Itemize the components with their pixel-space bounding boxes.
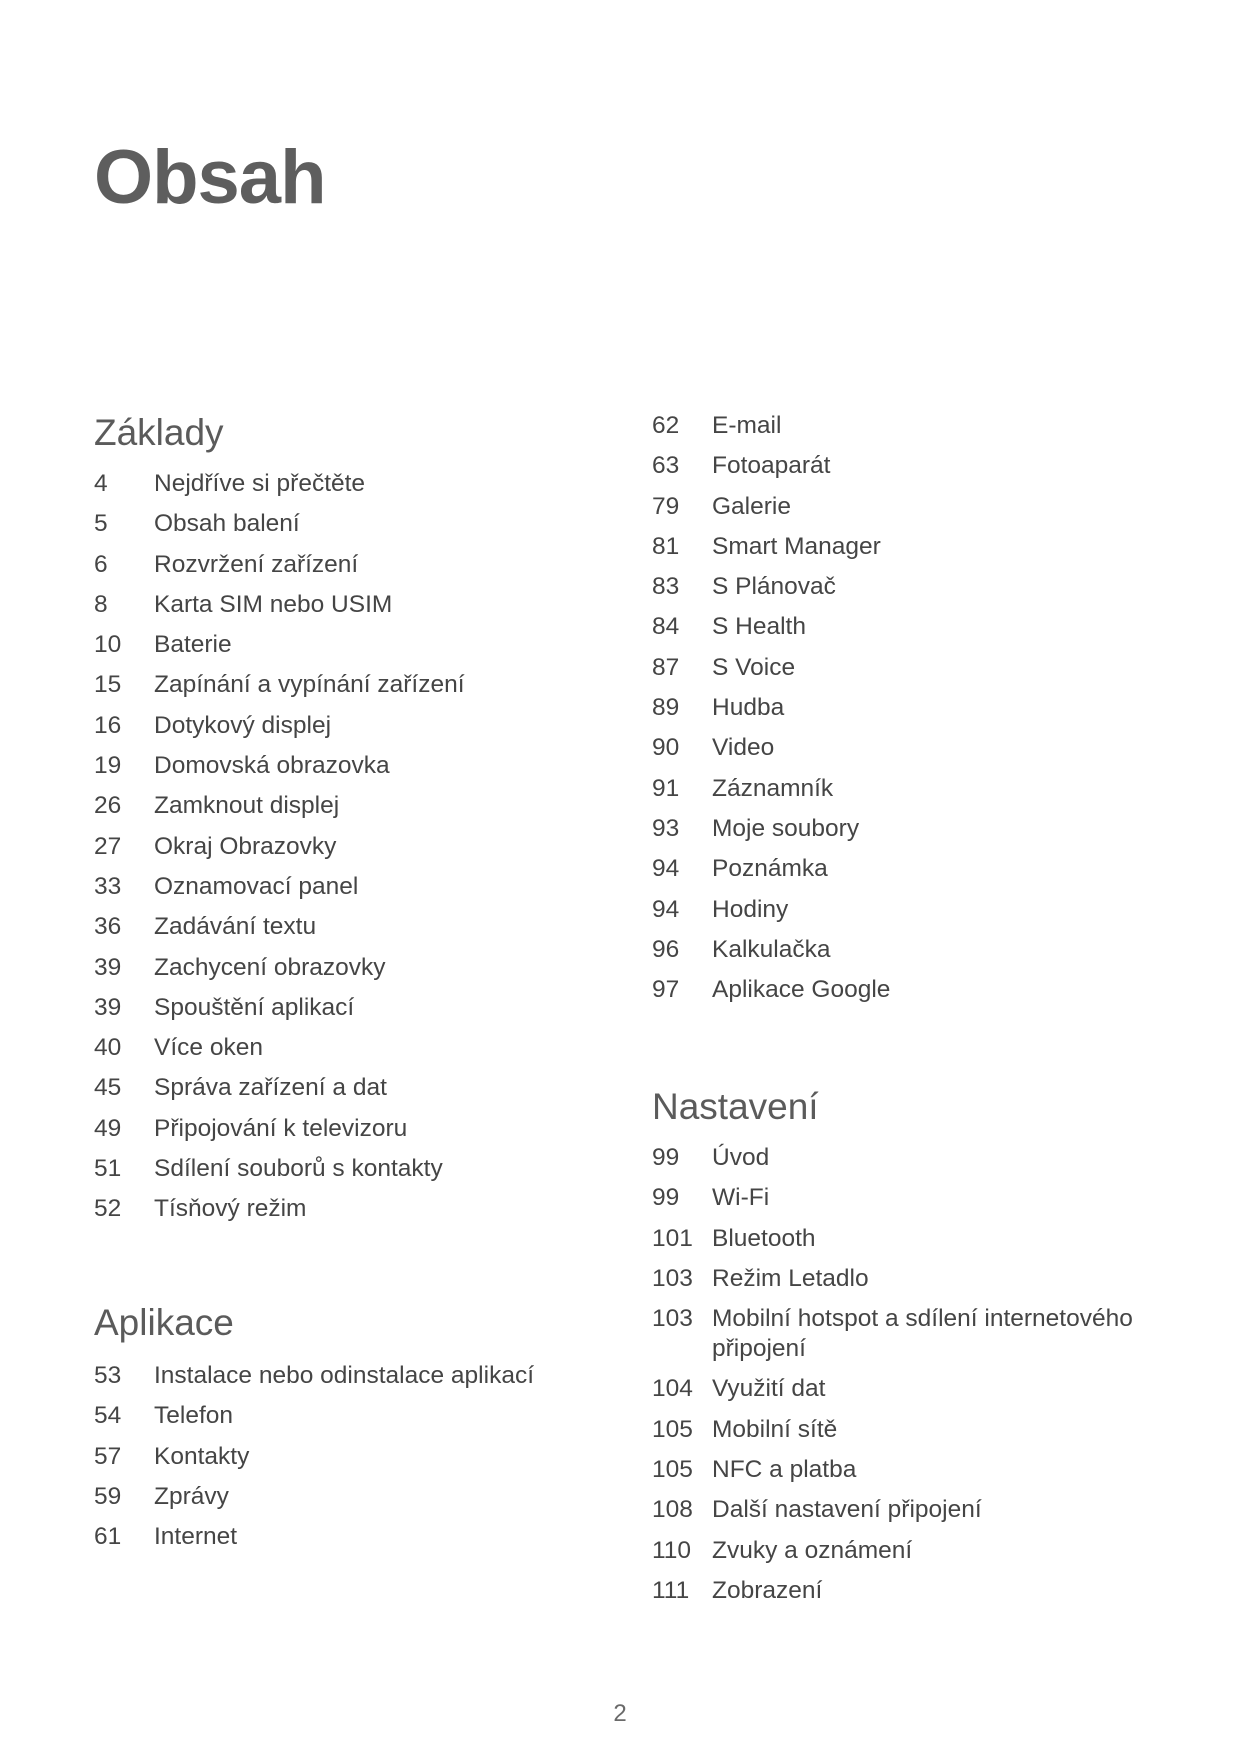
toc-entry[interactable] [652, 1304, 1172, 1364]
toc-entry-label: Úvod [712, 1144, 770, 1171]
toc-entry-label: Zadávání textu [154, 913, 317, 941]
toc-page-number: 8 [94, 590, 108, 618]
toc-entry[interactable] [94, 711, 614, 741]
toc-list-aplikace [94, 1361, 614, 1562]
toc-entry[interactable] [652, 1374, 1172, 1404]
toc-entry-label: Správa zařízení a dat [154, 1074, 387, 1102]
toc-entry-label: Hodiny [712, 895, 789, 923]
toc-page-number: 61 [94, 1523, 122, 1551]
toc-entry[interactable] [652, 975, 1172, 1005]
toc-entry-label: Zprávy [154, 1482, 229, 1510]
toc-entry[interactable] [652, 693, 1172, 723]
toc-entry-label: E-mail [712, 412, 782, 439]
toc-entry[interactable] [94, 1442, 614, 1472]
toc-entry[interactable] [94, 1033, 614, 1063]
toc-page-number: 108 [652, 1496, 693, 1524]
toc-entry-label: Nejdříve si přečtěte [154, 470, 366, 497]
toc-entry[interactable] [652, 1455, 1172, 1485]
toc-entry-label: Aplikace Google [712, 976, 891, 1004]
toc-entry[interactable] [652, 451, 1172, 481]
toc-page-number: 97 [652, 976, 680, 1004]
toc-entry[interactable] [652, 492, 1172, 522]
toc-entry[interactable] [652, 895, 1172, 925]
toc-entry[interactable] [94, 1154, 614, 1184]
toc-page-number: 94 [652, 855, 680, 883]
toc-entry-label: Dotykový displej [154, 711, 332, 739]
toc-page-number: 93 [652, 814, 680, 842]
toc-page-number: 27 [94, 832, 122, 860]
toc-entry[interactable] [652, 1576, 1172, 1606]
toc-list-nastaveni [652, 1143, 1172, 1616]
toc-entry[interactable] [652, 653, 1172, 683]
toc-page-number: 51 [94, 1155, 122, 1183]
page-title: Obsah [94, 135, 326, 220]
toc-entry-label: Galerie [712, 492, 791, 520]
toc-page-number: 81 [652, 532, 680, 560]
toc-entry-label: Připojování k televizoru [154, 1114, 408, 1142]
toc-entry[interactable] [652, 935, 1172, 965]
toc-entry[interactable] [94, 550, 614, 580]
toc-entry-label: Zachycení obrazovky [154, 953, 386, 981]
toc-entry[interactable] [94, 630, 614, 660]
toc-page-number: 4 [94, 470, 108, 497]
toc-page-number: 54 [94, 1402, 122, 1430]
toc-page-number: 62 [652, 412, 680, 439]
toc-entry[interactable] [94, 509, 614, 539]
toc-entry[interactable] [652, 854, 1172, 884]
toc-entry[interactable] [94, 469, 614, 499]
toc-entry-label: Mobilní sítě [712, 1415, 838, 1443]
toc-page-number: 105 [652, 1456, 693, 1484]
toc-list-zaklady [94, 469, 614, 1235]
toc-page-number: 111 [652, 1576, 690, 1604]
toc-page-number: 6 [94, 550, 108, 578]
toc-entry[interactable] [652, 411, 1172, 441]
toc-entry[interactable] [94, 1194, 614, 1224]
toc-entry-label: Záznamník [712, 774, 834, 802]
toc-entry-label: Poznámka [712, 855, 828, 883]
toc-page-number: 105 [652, 1415, 693, 1443]
toc-page-number: 57 [94, 1442, 122, 1470]
toc-entry-label: Obsah balení [154, 510, 300, 538]
toc-entry-label: Využití dat [712, 1375, 826, 1403]
toc-entry[interactable] [652, 774, 1172, 804]
toc-entry[interactable] [94, 872, 614, 902]
toc-entry-label: S Voice [712, 653, 796, 681]
toc-page-number: 84 [652, 613, 680, 641]
toc-page-number: 39 [94, 993, 122, 1021]
toc-entry-label: Domovská obrazovka [154, 752, 390, 780]
toc-entry-label: Video [712, 734, 775, 762]
toc-entry[interactable] [652, 1224, 1172, 1254]
toc-page-number: 90 [652, 734, 680, 762]
toc-page-number: 40 [94, 1034, 122, 1062]
toc-entry-label: Rozvržení zařízení [154, 550, 359, 578]
toc-entry[interactable] [652, 1143, 1172, 1173]
toc-entry-label: Mobilní hotspot a sdílení internetového připojení [712, 1305, 1133, 1363]
toc-page-number: 49 [94, 1114, 122, 1142]
toc-entry-label: Kontakty [154, 1442, 250, 1470]
toc-entry[interactable] [652, 1264, 1172, 1294]
toc-page-number: 52 [94, 1195, 122, 1223]
toc-entry-label: Zobrazení [712, 1576, 823, 1604]
toc-entry[interactable] [94, 751, 614, 781]
toc-entry[interactable] [94, 1522, 614, 1552]
toc-entry-label: Bluetooth [712, 1224, 816, 1252]
toc-page-number: 96 [652, 935, 680, 963]
toc-entry[interactable] [652, 733, 1172, 763]
toc-entry-label: Více oken [154, 1034, 263, 1062]
toc-entry-label: S Health [712, 613, 806, 641]
toc-entry-label: Baterie [154, 631, 232, 659]
toc-entry[interactable] [94, 912, 614, 942]
toc-entry[interactable] [94, 832, 614, 862]
toc-page-number: 91 [652, 774, 680, 802]
toc-entry[interactable] [652, 1495, 1172, 1525]
toc-entry[interactable] [94, 1114, 614, 1144]
section-heading-aplikace: Aplikace [94, 1302, 234, 1343]
toc-page-number: 94 [652, 895, 680, 923]
toc-page-number: 104 [652, 1375, 693, 1403]
toc-entry-label: Fotoaparát [712, 452, 831, 480]
toc-entry-label: Hudba [712, 694, 785, 722]
toc-page-number: 103 [652, 1264, 693, 1292]
toc-page-number: 19 [94, 752, 122, 780]
toc-page-number: 101 [652, 1224, 693, 1252]
toc-entry-label: Tísňový režim [154, 1195, 307, 1223]
toc-entry-label: Oznamovací panel [154, 872, 359, 900]
toc-entry-label: Karta SIM nebo USIM [154, 590, 393, 618]
toc-page-number: 99 [652, 1184, 680, 1212]
toc-page-number: 110 [652, 1536, 692, 1564]
toc-page-number: 59 [94, 1482, 122, 1510]
toc-entry[interactable] [652, 814, 1172, 844]
toc-entry-label: Zvuky a oznámení [712, 1536, 913, 1564]
toc-entry[interactable] [94, 1073, 614, 1103]
toc-entry[interactable] [94, 953, 614, 983]
toc-entry-label: Sdílení souborů s kontakty [154, 1155, 443, 1183]
toc-page-number: 103 [652, 1305, 693, 1333]
page-number: 2 [613, 1700, 627, 1727]
toc-entry[interactable] [652, 572, 1172, 602]
toc-entry-label: S Plánovač [712, 573, 836, 601]
toc-entry-label: Moje soubory [712, 814, 860, 842]
toc-page-number: 53 [94, 1362, 122, 1389]
toc-entry[interactable] [652, 532, 1172, 562]
toc-entry[interactable] [94, 670, 614, 700]
toc-entry[interactable] [652, 1183, 1172, 1213]
toc-entry-label: Zamknout displej [154, 792, 340, 820]
toc-entry-label: Spouštění aplikací [154, 993, 355, 1021]
toc-entry-label: Zapínání a vypínání zařízení [154, 671, 465, 699]
toc-page-number: 15 [94, 671, 122, 699]
toc-entry-label: Wi-Fi [712, 1184, 770, 1212]
toc-entry[interactable] [94, 993, 614, 1023]
section-heading-nastaveni: Nastavení [652, 1086, 819, 1127]
toc-page-number: 45 [94, 1074, 122, 1102]
toc-entry[interactable] [652, 1536, 1172, 1566]
toc-page-number: 63 [652, 452, 680, 480]
toc-entry-label: Okraj Obrazovky [154, 832, 337, 860]
toc-page-number: 89 [652, 694, 680, 722]
toc-entry[interactable] [652, 1415, 1172, 1445]
toc-entry-label: Smart Manager [712, 532, 881, 560]
toc-entry-label: Režim Letadlo [712, 1264, 869, 1292]
toc-page-number: 36 [94, 913, 122, 941]
toc-entry-label: Instalace nebo odinstalace aplikací [154, 1362, 535, 1389]
toc-page-number: 83 [652, 573, 680, 601]
toc-page-number: 26 [94, 792, 122, 820]
toc-page-number: 79 [652, 492, 680, 520]
toc-page-number: 87 [652, 653, 680, 681]
toc-entry-label: Kalkulačka [712, 935, 831, 963]
toc-page-number: 16 [94, 711, 122, 739]
toc-entry[interactable] [94, 791, 614, 821]
toc-entry-label: Internet [154, 1523, 238, 1551]
toc-entry[interactable] [652, 612, 1172, 642]
toc-entry[interactable] [94, 1401, 614, 1431]
toc-entry-label: Další nastavení připojení [712, 1496, 982, 1524]
toc-entry-label: Telefon [154, 1402, 234, 1430]
toc-entry-label: NFC a platba [712, 1456, 857, 1484]
section-heading-zaklady: Základy [94, 412, 224, 453]
toc-list-aplikace-continued [652, 411, 1172, 1015]
toc-entry[interactable] [94, 1482, 614, 1512]
toc-page-number: 5 [94, 510, 108, 538]
toc-page-number: 39 [94, 953, 122, 981]
toc-page-number: 10 [94, 631, 122, 659]
toc-page-number: 99 [652, 1144, 680, 1171]
toc-page-number: 33 [94, 872, 122, 900]
toc-entry[interactable] [94, 590, 614, 620]
toc-entry[interactable] [94, 1361, 614, 1391]
